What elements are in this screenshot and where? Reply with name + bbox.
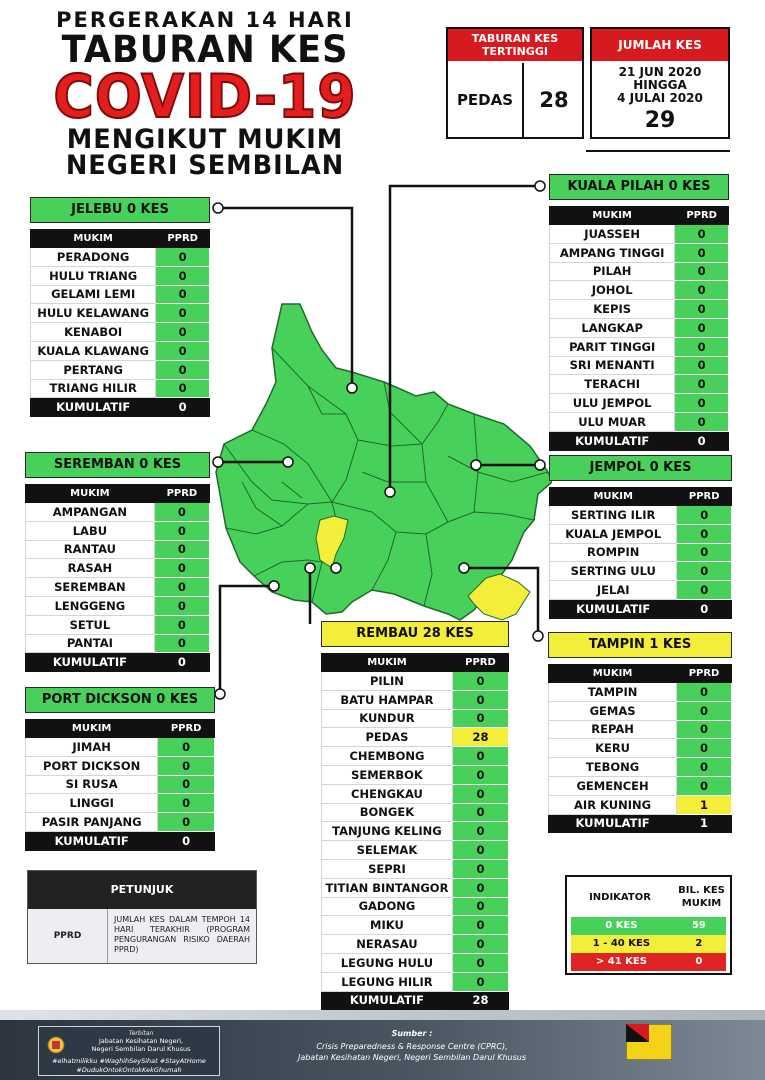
mukim-name: TERACHI [550, 375, 675, 394]
table-row [322, 916, 509, 935]
footer-publisher-label: Terbitan [128, 1030, 154, 1037]
total-case-box [590, 27, 730, 139]
table-row [26, 521, 210, 540]
table-row [31, 341, 210, 360]
table-row [322, 728, 509, 747]
table-row [322, 859, 509, 878]
table-row [549, 758, 732, 777]
mukim-name: RANTAU [26, 540, 155, 559]
mukim-name: ULU JEMPOL [550, 394, 675, 413]
mukim-name: JOHOL [550, 281, 675, 300]
mukim-case-count: 0 [677, 562, 732, 581]
mukim-case-count: 0 [677, 758, 732, 777]
title-line-2: TABURAN KES [61, 28, 349, 71]
table-row [550, 581, 732, 600]
mukim-name: SEREMBAN [26, 578, 155, 597]
mukim-case-count: 0 [154, 596, 209, 615]
table-row [26, 634, 210, 653]
column-header-pprd: PPRD [677, 665, 732, 683]
kumulatif-label: KUMULATIF [322, 991, 453, 1010]
mukim-name: JIMAH [26, 738, 158, 757]
highest-case-place: PEDAS [448, 63, 524, 137]
column-header-pprd: PPRD [677, 488, 732, 506]
mukim-name: NERASAU [322, 935, 453, 954]
mukim-case-count: 0 [158, 756, 215, 775]
mukim-name: GELAMI LEMI [31, 285, 156, 304]
kumulatif-row [322, 991, 509, 1010]
table-row [549, 795, 732, 814]
mukim-name: PARIT TINGGI [550, 337, 675, 356]
mukim-name: GEMENCEH [549, 776, 677, 795]
table-row [322, 935, 509, 954]
footer-publisher-box [38, 1026, 220, 1076]
table-row [31, 248, 210, 267]
mukim-case-count: 0 [675, 225, 729, 244]
mukim-name: JUASSEH [550, 225, 675, 244]
table-row [31, 379, 210, 398]
district-title: JELEBU 0 KES [30, 197, 210, 223]
table-row [322, 747, 509, 766]
mukim-case-count: 0 [156, 285, 210, 304]
table-row [550, 524, 732, 543]
table-row [322, 803, 509, 822]
title-line-1: PERGERAKAN 14 HARI [56, 8, 354, 32]
footer-publisher-line-2: Negeri Sembilan Darul Khusus [91, 1045, 191, 1053]
indicator-rows [567, 917, 730, 971]
mukim-case-count: 0 [452, 765, 508, 784]
mukim-case-count: 0 [158, 775, 215, 794]
mukim-name: SI RUSA [26, 775, 158, 794]
mukim-name: LEGUNG HILIR [322, 972, 453, 991]
mukim-name: TRIANG HILIR [31, 379, 156, 398]
mukim-case-count: 0 [677, 776, 732, 795]
mukim-case-count: 0 [675, 337, 729, 356]
district-title: SEREMBAN 0 KES [25, 452, 210, 478]
mukim-case-count: 0 [452, 972, 508, 991]
mukim-name: GADONG [322, 897, 453, 916]
table-row [322, 765, 509, 784]
column-header-pprd: PPRD [158, 720, 215, 738]
district-table [321, 653, 509, 1010]
district-jempol [549, 455, 732, 619]
column-header-pprd: PPRD [156, 230, 210, 248]
column-header-mukim: MUKIM [26, 485, 155, 503]
indicator-value: 2 [695, 938, 703, 949]
mukim-name: SERTING ILIR [550, 506, 677, 525]
column-header-mukim: MUKIM [549, 665, 677, 683]
legend-petunjuk-key: PPRD [28, 909, 108, 963]
district-table [25, 484, 210, 672]
mukim-case-count: 0 [154, 578, 209, 597]
kumulatif-value: 0 [677, 599, 732, 618]
indicator-col-2: BIL. KES MUKIM [678, 885, 725, 909]
negeri-sembilan-map [212, 182, 552, 632]
column-header-mukim: MUKIM [550, 488, 677, 506]
mukim-case-count: 0 [158, 794, 215, 813]
table-row [550, 506, 732, 525]
mukim-name: SETUL [26, 615, 155, 634]
mukim-name: TANJUNG KELING [322, 822, 453, 841]
table-row [31, 323, 210, 342]
footer-hashtags-1: #elhatmilikku #WaghihSeySihat #StayAtHome [52, 1057, 206, 1065]
table-row [550, 543, 732, 562]
mukim-name: MIKU [322, 916, 453, 935]
table-row [550, 356, 729, 375]
mukim-name: SEPRI [322, 859, 453, 878]
mukim-case-count: 0 [156, 266, 210, 285]
kumulatif-row [31, 398, 210, 417]
mukim-case-count: 0 [677, 683, 732, 702]
district-table [548, 664, 732, 833]
kumulatif-row [550, 599, 732, 618]
table-row [550, 412, 729, 431]
mukim-name: KUALA JEMPOL [550, 524, 677, 543]
mukim-case-count: 0 [452, 784, 508, 803]
legend-petunjuk-desc: JUMLAH KES DALAM TEMPOH 14 HARI TERAKHIR (PROGRAM PENGURANGAN RISIKO DAERAH PPRD) [114, 915, 250, 954]
indicator-label: > 41 KES [595, 956, 647, 967]
table-row [31, 360, 210, 379]
mukim-name: LEGUNG HULU [322, 953, 453, 972]
mukim-case-count: 0 [675, 262, 729, 281]
table-row [549, 720, 732, 739]
district-table [30, 229, 210, 417]
mukim-case-count: 0 [158, 738, 215, 757]
mukim-name: AIR KUNING [549, 795, 677, 814]
table-row [26, 794, 215, 813]
mukim-name: SRI MENANTI [550, 356, 675, 375]
table-row [550, 243, 729, 262]
mukim-case-count: 0 [452, 841, 508, 860]
table-row [26, 540, 210, 559]
table-row [322, 972, 509, 991]
district-rembau [321, 621, 509, 1010]
mukim-case-count: 0 [677, 524, 732, 543]
mukim-case-count: 0 [675, 281, 729, 300]
mukim-case-count: 0 [158, 813, 215, 832]
table-row [322, 897, 509, 916]
title-covid: COVID-19 [53, 62, 357, 132]
indicator-box [565, 875, 732, 975]
table-row [550, 281, 729, 300]
highest-case-value: 28 [539, 88, 569, 112]
table-row [31, 266, 210, 285]
mukim-case-count: 0 [154, 615, 209, 634]
footer-hashtags-2: #DudukOntokOntokKekGhumah [76, 1066, 182, 1074]
table-row [322, 841, 509, 860]
column-header-pprd: PPRD [675, 207, 729, 225]
table-row [26, 615, 210, 634]
mukim-case-count: 0 [452, 935, 508, 954]
table-row [322, 878, 509, 897]
district-table [549, 487, 732, 619]
indicator-label: 0 KES [605, 920, 638, 931]
kumulatif-row [26, 831, 215, 850]
mukim-name: CHENGKAU [322, 784, 453, 803]
table-row [550, 394, 729, 413]
mukim-case-count: 0 [156, 304, 210, 323]
mukim-name: ROMPIN [550, 543, 677, 562]
mukim-case-count: 0 [452, 709, 508, 728]
highest-case-box [446, 27, 584, 139]
mukim-case-count: 0 [675, 356, 729, 375]
kumulatif-label: KUMULATIF [26, 653, 155, 672]
table-row [550, 225, 729, 244]
kumulatif-value: 0 [158, 831, 215, 850]
column-header-pprd: PPRD [452, 654, 508, 672]
mukim-case-count: 0 [675, 412, 729, 431]
district-title: REMBAU 28 KES [321, 621, 509, 647]
district-title: TAMPIN 1 KES [548, 632, 732, 658]
mukim-name: PORT DICKSON [26, 756, 158, 775]
kumulatif-value: 1 [677, 814, 732, 833]
mukim-name: PASIR PANJANG [26, 813, 158, 832]
district-table [549, 206, 729, 451]
kumulatif-value: 0 [154, 653, 209, 672]
mukim-case-count: 0 [452, 878, 508, 897]
total-case-header: JUMLAH KES [592, 29, 728, 61]
mukim-case-count: 0 [677, 543, 732, 562]
mukim-name: LABU [26, 521, 155, 540]
mukim-name: AMPANGAN [26, 503, 155, 522]
mukim-name: GEMAS [549, 701, 677, 720]
coat-of-arms-icon [45, 1035, 67, 1055]
column-header-mukim: MUKIM [322, 654, 453, 672]
map-state-shape [216, 304, 552, 620]
mukim-case-count: 0 [675, 394, 729, 413]
table-row [550, 262, 729, 281]
mukim-name: PEDAS [322, 728, 453, 747]
table-row [322, 953, 509, 972]
table-row [550, 318, 729, 337]
table-row [550, 300, 729, 319]
mukim-name: TITIAN BINTANGOR [322, 878, 453, 897]
mukim-case-count: 0 [675, 300, 729, 319]
mukim-case-count: 0 [677, 506, 732, 525]
mukim-case-count: 0 [452, 822, 508, 841]
table-row [31, 285, 210, 304]
mukim-case-count: 0 [452, 690, 508, 709]
mukim-case-count: 0 [677, 720, 732, 739]
total-date-2: HINGGA [633, 78, 687, 92]
mukim-case-count: 0 [452, 859, 508, 878]
mukim-name: SEMERBOK [322, 765, 453, 784]
mukim-case-count: 0 [452, 672, 508, 691]
table-row [549, 683, 732, 702]
indicator-row [571, 935, 726, 953]
mukim-case-count: 28 [452, 728, 508, 747]
table-row [26, 559, 210, 578]
mukim-case-count: 0 [677, 739, 732, 758]
mukim-name: PILAH [550, 262, 675, 281]
mukim-case-count: 0 [675, 318, 729, 337]
total-date-1: 21 JUN 2020 [618, 65, 702, 79]
indicator-label: 1 - 40 KES [592, 938, 651, 949]
kumulatif-row [549, 814, 732, 833]
mukim-case-count: 0 [452, 916, 508, 935]
mukim-name: REPAH [549, 720, 677, 739]
mukim-name: KUALA KLAWANG [31, 341, 156, 360]
kumulatif-value: 0 [675, 431, 729, 450]
mukim-case-count: 0 [452, 953, 508, 972]
table-row [550, 337, 729, 356]
mukim-name: LENGGENG [26, 596, 155, 615]
district-kuala-pilah [549, 174, 729, 451]
negeri-sembilan-flag-icon [626, 1024, 672, 1060]
indicator-value: 59 [691, 920, 706, 931]
table-row [322, 690, 509, 709]
column-header-mukim: MUKIM [26, 720, 158, 738]
mukim-case-count: 0 [154, 503, 209, 522]
mukim-case-count: 0 [677, 581, 732, 600]
mukim-name: PERTANG [31, 360, 156, 379]
kumulatif-value: 28 [452, 991, 508, 1010]
mukim-case-count: 0 [677, 701, 732, 720]
kumulatif-label: KUMULATIF [26, 831, 158, 850]
mukim-name: BONGEK [322, 803, 453, 822]
table-row [550, 375, 729, 394]
mukim-case-count: 0 [452, 897, 508, 916]
kumulatif-row [26, 653, 210, 672]
table-row [26, 738, 215, 757]
mukim-name: PANTAI [26, 634, 155, 653]
district-seremban [25, 452, 210, 672]
mukim-name: LANGKAP [550, 318, 675, 337]
kumulatif-label: KUMULATIF [549, 814, 677, 833]
mukim-name: PERADONG [31, 248, 156, 267]
table-row [322, 822, 509, 841]
mukim-case-count: 0 [156, 360, 210, 379]
mukim-case-count: 0 [156, 323, 210, 342]
mukim-case-count: 0 [156, 248, 210, 267]
mukim-name: KUNDUR [322, 709, 453, 728]
mukim-case-count: 0 [675, 243, 729, 262]
district-title: JEMPOL 0 KES [549, 455, 732, 481]
indicator-col-1: INDIKATOR [589, 891, 651, 903]
mukim-case-count: 0 [154, 634, 209, 653]
mukim-name: ULU MUAR [550, 412, 675, 431]
district-jelebu [30, 197, 210, 417]
mukim-name: AMPANG TINGGI [550, 243, 675, 262]
mukim-name: KENABOI [31, 323, 156, 342]
mukim-case-count: 0 [156, 341, 210, 360]
table-row [322, 709, 509, 728]
mukim-name: TAMPIN [549, 683, 677, 702]
title-line-4: MENGIKUT MUKIM [66, 124, 344, 155]
mukim-name: BATU HAMPAR [322, 690, 453, 709]
footer-publisher-line-1: Jabatan Kesihatan Negeri, [98, 1037, 184, 1045]
highest-case-header: TABURAN KES TERTINGGI [448, 29, 582, 61]
district-title: PORT DICKSON 0 KES [25, 687, 215, 713]
kumulatif-value: 0 [156, 398, 210, 417]
mukim-case-count: 0 [156, 379, 210, 398]
mukim-name: CHEMBONG [322, 747, 453, 766]
footer-source-line-2: Jabatan Kesihatan Negeri, Negeri Sembilan Darul Khusus [297, 1053, 527, 1062]
table-row [550, 562, 732, 581]
kumulatif-label: KUMULATIF [31, 398, 156, 417]
mukim-name: TEBONG [549, 758, 677, 777]
table-row [322, 784, 509, 803]
table-row [26, 503, 210, 522]
mukim-case-count: 0 [154, 559, 209, 578]
mukim-name: KEPIS [550, 300, 675, 319]
footer-source-line-1: Crisis Preparedness & Response Centre (CPRC), [316, 1042, 508, 1051]
table-row [549, 701, 732, 720]
mukim-name: PILIN [322, 672, 453, 691]
mukim-name: JELAI [550, 581, 677, 600]
table-row [26, 813, 215, 832]
table-row [26, 756, 215, 775]
total-date-3: 4 JULAI 2020 [617, 91, 703, 105]
footer-source-label: Sumber : [391, 1029, 433, 1038]
mukim-case-count: 1 [677, 795, 732, 814]
district-table [25, 719, 215, 851]
district-port-dickson [25, 687, 215, 851]
legend-petunjuk-header: PETUNJUK [28, 871, 256, 909]
mukim-case-count: 0 [154, 521, 209, 540]
table-row [322, 672, 509, 691]
kumulatif-label: KUMULATIF [550, 431, 675, 450]
mukim-name: SELEMAK [322, 841, 453, 860]
indicator-row [571, 953, 726, 971]
table-row [549, 739, 732, 758]
mukim-case-count: 0 [154, 540, 209, 559]
indicator-row [571, 917, 726, 935]
mukim-name: SERTING ULU [550, 562, 677, 581]
column-header-mukim: MUKIM [550, 207, 675, 225]
mukim-case-count: 0 [452, 747, 508, 766]
table-row [26, 775, 215, 794]
mukim-name: RASAH [26, 559, 155, 578]
title-line-5: NEGERI SEMBILAN [65, 150, 345, 181]
district-title: KUALA PILAH 0 KES [549, 174, 729, 200]
mukim-name: HULU KELAWANG [31, 304, 156, 323]
column-header-pprd: PPRD [154, 485, 209, 503]
mukim-case-count: 0 [675, 375, 729, 394]
table-row [31, 304, 210, 323]
mukim-name: HULU TRIANG [31, 266, 156, 285]
footer-source [252, 1028, 572, 1063]
header-divider [586, 150, 730, 152]
legend-petunjuk [27, 870, 257, 964]
mukim-name: KERU [549, 739, 677, 758]
indicator-value: 0 [695, 956, 703, 967]
mukim-case-count: 0 [452, 803, 508, 822]
total-case-value: 29 [644, 108, 676, 133]
kumulatif-row [550, 431, 729, 450]
mukim-name: LINGGI [26, 794, 158, 813]
table-row [26, 596, 210, 615]
column-header-mukim: MUKIM [31, 230, 156, 248]
district-tampin [548, 632, 732, 833]
table-row [26, 578, 210, 597]
table-row [549, 776, 732, 795]
kumulatif-label: KUMULATIF [550, 599, 677, 618]
